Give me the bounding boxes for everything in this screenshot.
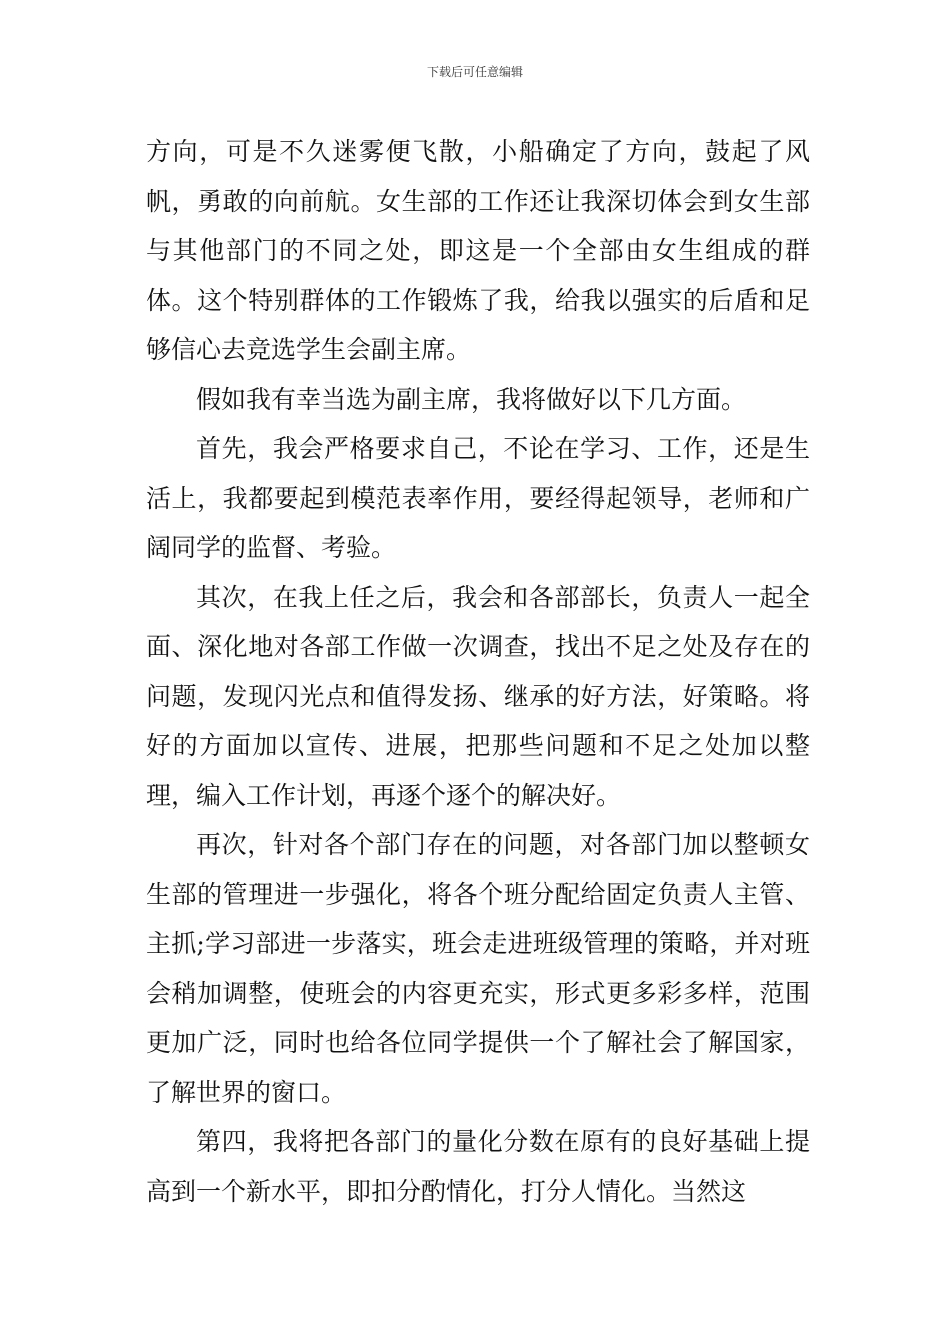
paragraph-continued: 方向，可是不久迷雾便飞散，小船确定了方向，鼓起了风帆，勇敢的向前航。女生部的工作还让我深切体会到女生部与其他部门的不同之处，即这是一个全部由女生组成的群体。这个特别群体的工作锻炼了我，给我以强实的后盾和足够信心去竞选学生会副主席。 [146,137,810,364]
paragraph: 再次，针对各个部门存在的问题，对各部门加以整顿女生部的管理进一步强化，将各个班分配给固定负责人主管、主抓;学习部进一步落实，班会走进班级管理的策略，并对班会稍加调整，使班会的内容更充实，形式更多彩多样，范围更加广泛，同时也给各位同学提供一个了解社会了解国家，了解世界的窗口。 [146,830,810,1107]
document-body [146,127,810,1216]
paragraph: 第四，我将把各部门的量化分数在原有的良好基础上提高到一个新水平，即扣分酌情化，打分人情化。当然这 [146,1127,810,1206]
page-header: 下载后可任意编辑 [426,65,523,79]
paragraph: 首先，我会严格要求自己，不论在学习、工作，还是生活上，我都要起到模范表率作用，要经得起领导，老师和广阔同学的监督、考验。 [146,434,810,562]
paragraph: 假如我有幸当选为副主席，我将做好以下几方面。 [196,384,747,414]
paragraph: 其次，在我上任之后，我会和各部部长，负责人一起全面、深化地对各部工作做一次调查，找出不足之处及存在的问题，发现闪光点和值得发扬、继承的好方法，好策略。将好的方面加以宣传、进展，把那些问题和不足之处加以整理，编入工作计划，再逐个逐个的解决好。 [146,582,810,810]
